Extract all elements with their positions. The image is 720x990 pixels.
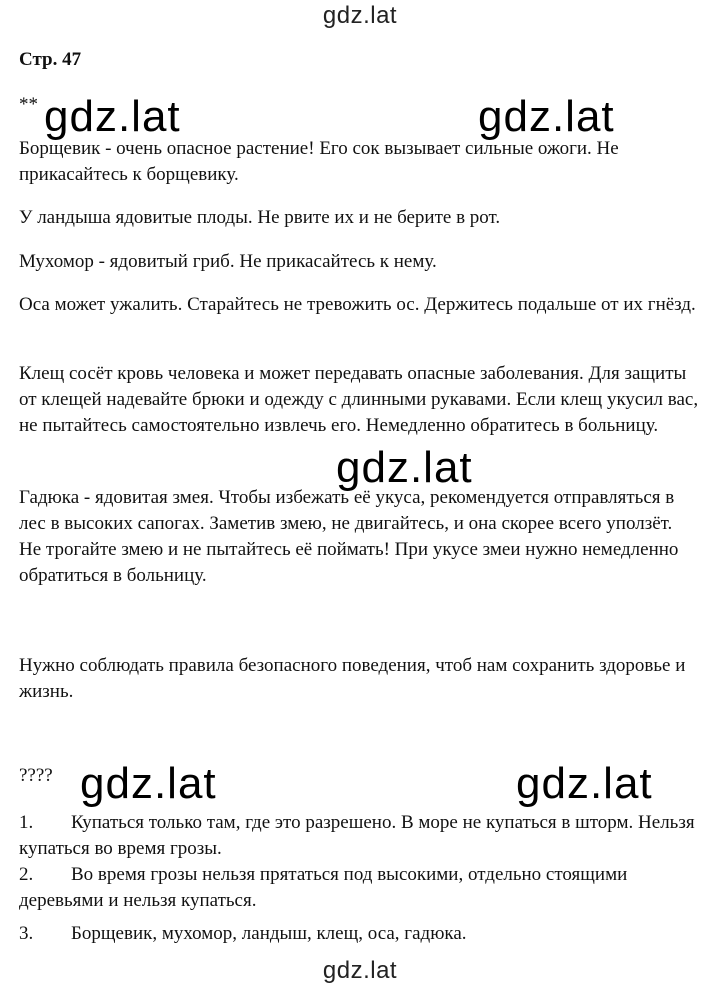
paragraph-viper: Гадюка - ядовитая змея. Чтобы избежать её укуса, рекомендуется отправляться в лес в высоких сапогах. Заметив змею, не двигайтесь, и она скорее всего уползёт. Не трогайте змею и не пытайтесь её поймать! При укусе змеи нужно немедленно обратиться в больницу. <box>19 487 679 586</box>
watermark: gdz.lat <box>516 759 653 808</box>
site-footer: gdz.lat <box>322 957 398 984</box>
section-marker-stars: ** <box>19 94 38 115</box>
answer-number: 3. <box>19 923 34 944</box>
paragraph-tick: Клещ сосёт кровь человека и может передавать опасные заболевания. Для защиты от клещей надевайте брюки и одежду с длинными рукавами. Если клещ укусил вас, не пытайтесь самостоятельно извлечь его. Немедленно обратитесь в больницу. <box>19 363 699 436</box>
watermark: gdz.lat <box>336 443 473 492</box>
watermark: gdz.lat <box>80 759 217 808</box>
answer-text: Борщевик, мухомор, ландыш, клещ, оса, гадюка. <box>71 923 467 944</box>
paragraph-lily-of-the-valley: У ландыша ядовитые плоды. Не рвите их и не берите в рот. <box>19 207 501 228</box>
watermark: gdz.lat <box>478 92 615 141</box>
paragraph-fly-agaric: Мухомор - ядовитый гриб. Не прикасайтесь к нему. <box>19 251 437 272</box>
paragraph-hogweed: Борщевик - очень опасное растение! Его сок вызывает сильные ожоги. Не прикасайтесь к борщевику. <box>19 138 619 185</box>
answer-number: 2. <box>19 864 34 885</box>
watermark: gdz.lat <box>44 92 181 141</box>
conclusion-text: Нужно соблюдать правила безопасного поведения, чтоб нам сохранить здоровье и жизнь. <box>19 655 686 702</box>
answer-text: Купаться только там, где это разрешено. В море не купаться в шторм. Нельзя купаться во время грозы. <box>19 812 695 859</box>
answer-item-3 <box>19 921 709 947</box>
answer-item-1 <box>19 810 709 862</box>
paragraph-wasp: Оса может ужалить. Старайтесь не тревожить ос. Держитесь подальше от их гнёзд. <box>19 294 696 315</box>
answer-number: 1. <box>19 812 34 833</box>
site-header: gdz.lat <box>322 2 398 29</box>
answer-text: Во время грозы нельзя прятаться под высокими, отдельно стоящими деревьями и нельзя купаться. <box>19 864 628 911</box>
answer-item-2 <box>19 862 709 914</box>
section-marker-questions: ???? <box>19 765 53 786</box>
page-title: Стр. 47 <box>19 49 82 70</box>
